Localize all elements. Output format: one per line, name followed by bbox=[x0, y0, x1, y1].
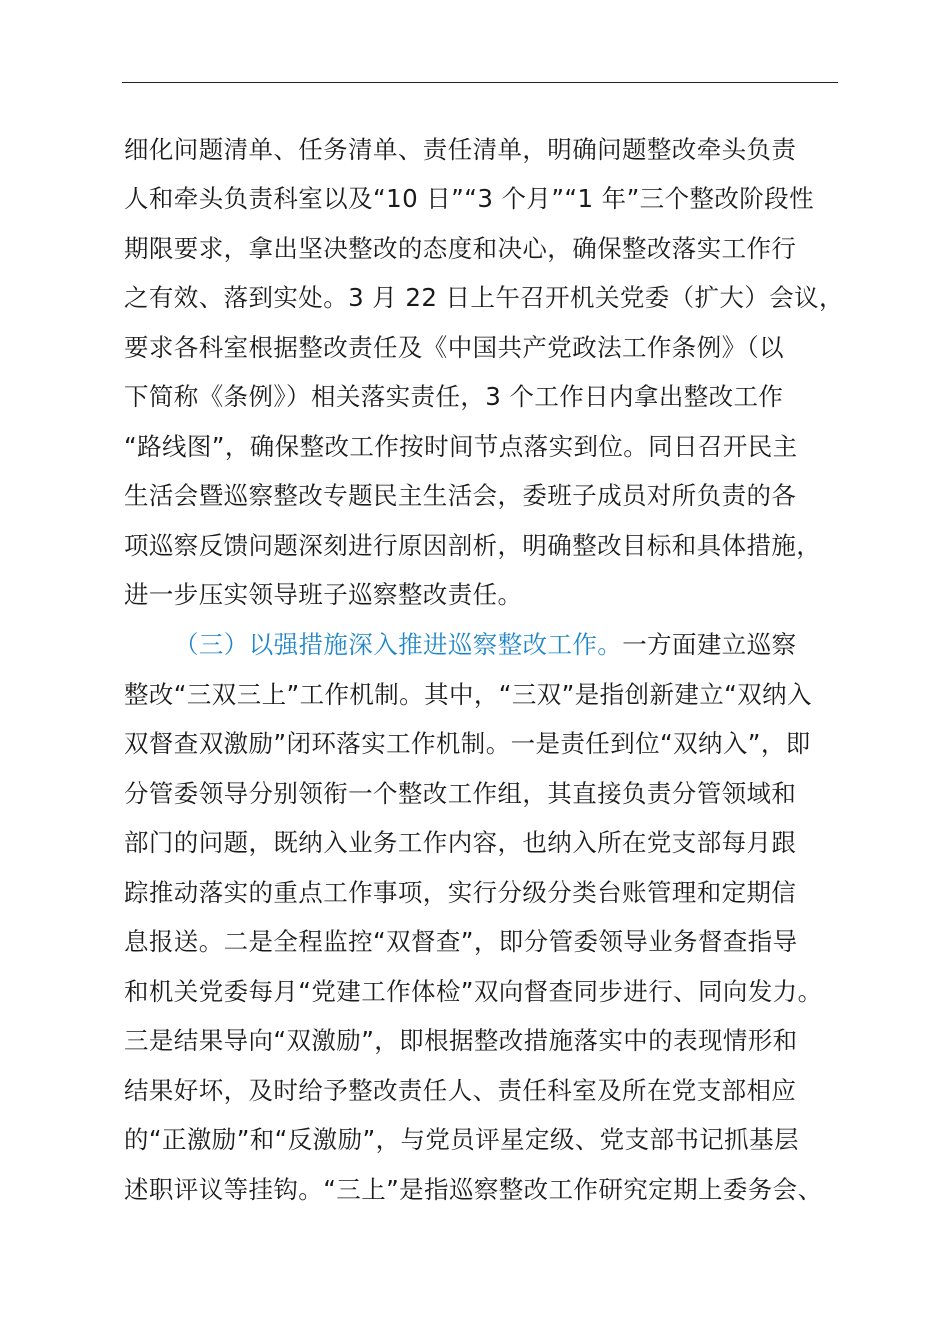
paragraph-line: 双督查双激励”闭环落实工作机制。一是责任到位“双纳入”，即 bbox=[124, 729, 811, 758]
paragraph-line: 息报送。二是全程监控“双督查”，即分管委领导业务督查指导 bbox=[124, 927, 798, 956]
paragraph-line: 进一步压实领导班子巡察整改责任。 bbox=[124, 580, 523, 609]
paragraph-line: 的“正激励”和“反激励”，与党员评星定级、党支部书记抓基层 bbox=[124, 1125, 799, 1154]
paragraph-line: 生活会暨巡察整改专题民主生活会，委班子成员对所负责的各 bbox=[124, 481, 797, 510]
paragraph-line: 之有效、落到实处。3 月 22 日上午召开机关党委（扩大）会议， bbox=[124, 283, 844, 312]
section-3-first-line-rest: 一方面建立巡察 bbox=[622, 630, 797, 659]
paragraph-line: 期限要求，拿出坚决整改的态度和决心，确保整改落实工作行 bbox=[124, 234, 797, 263]
paragraph-line: 项巡察反馈问题深刻进行原因剖析，明确整改目标和具体措施， bbox=[124, 531, 822, 560]
paragraph-line: 下简称《条例》）相关落实责任，3 个工作日内拿出整改工作 bbox=[124, 382, 784, 411]
paragraph-line: 述职评议等挂钩。“三上”是指巡察整改工作研究定期上委务会、 bbox=[124, 1175, 823, 1204]
paragraph-line: 和机关党委每月“党建工作体检”双向督查同步进行、同向发力。 bbox=[124, 977, 823, 1006]
section-3-first-line bbox=[174, 630, 797, 660]
paragraph-line: “路线图”，确保整改工作按时间节点落实到位。同日召开民主 bbox=[124, 432, 798, 461]
paragraph-line: 人和牵头负责科室以及“10 日”“3 个月”“1 年”三个整改阶段性 bbox=[124, 184, 814, 213]
paragraph-line: 要求各科室根据整改责任及《中国共产党政法工作条例》（以 bbox=[124, 333, 785, 362]
paragraph-line: 踪推动落实的重点工作事项，实行分级分类台账管理和定期信 bbox=[124, 878, 797, 907]
paragraph-line: 分管委领导分别领衔一个整改工作组，其直接负责分管领域和 bbox=[124, 779, 797, 808]
paragraph-line: 细化问题清单、任务清单、责任清单，明确问题整改牵头负责 bbox=[124, 135, 797, 164]
paragraph-line: 结果好坏，及时给予整改责任人、责任科室及所在党支部相应 bbox=[124, 1076, 797, 1105]
paragraph-line: 部门的问题，既纳入业务工作内容，也纳入所在党支部每月跟 bbox=[124, 828, 797, 857]
paragraph-line: 整改“三双三上”工作机制。其中，“三双”是指创新建立“双纳入 bbox=[124, 680, 812, 709]
paragraph-line: 三是结果导向“双激励”，即根据整改措施落实中的表现情形和 bbox=[124, 1026, 798, 1055]
section-3-heading: （三）以强措施深入推进巡察整改工作。 bbox=[174, 630, 623, 659]
